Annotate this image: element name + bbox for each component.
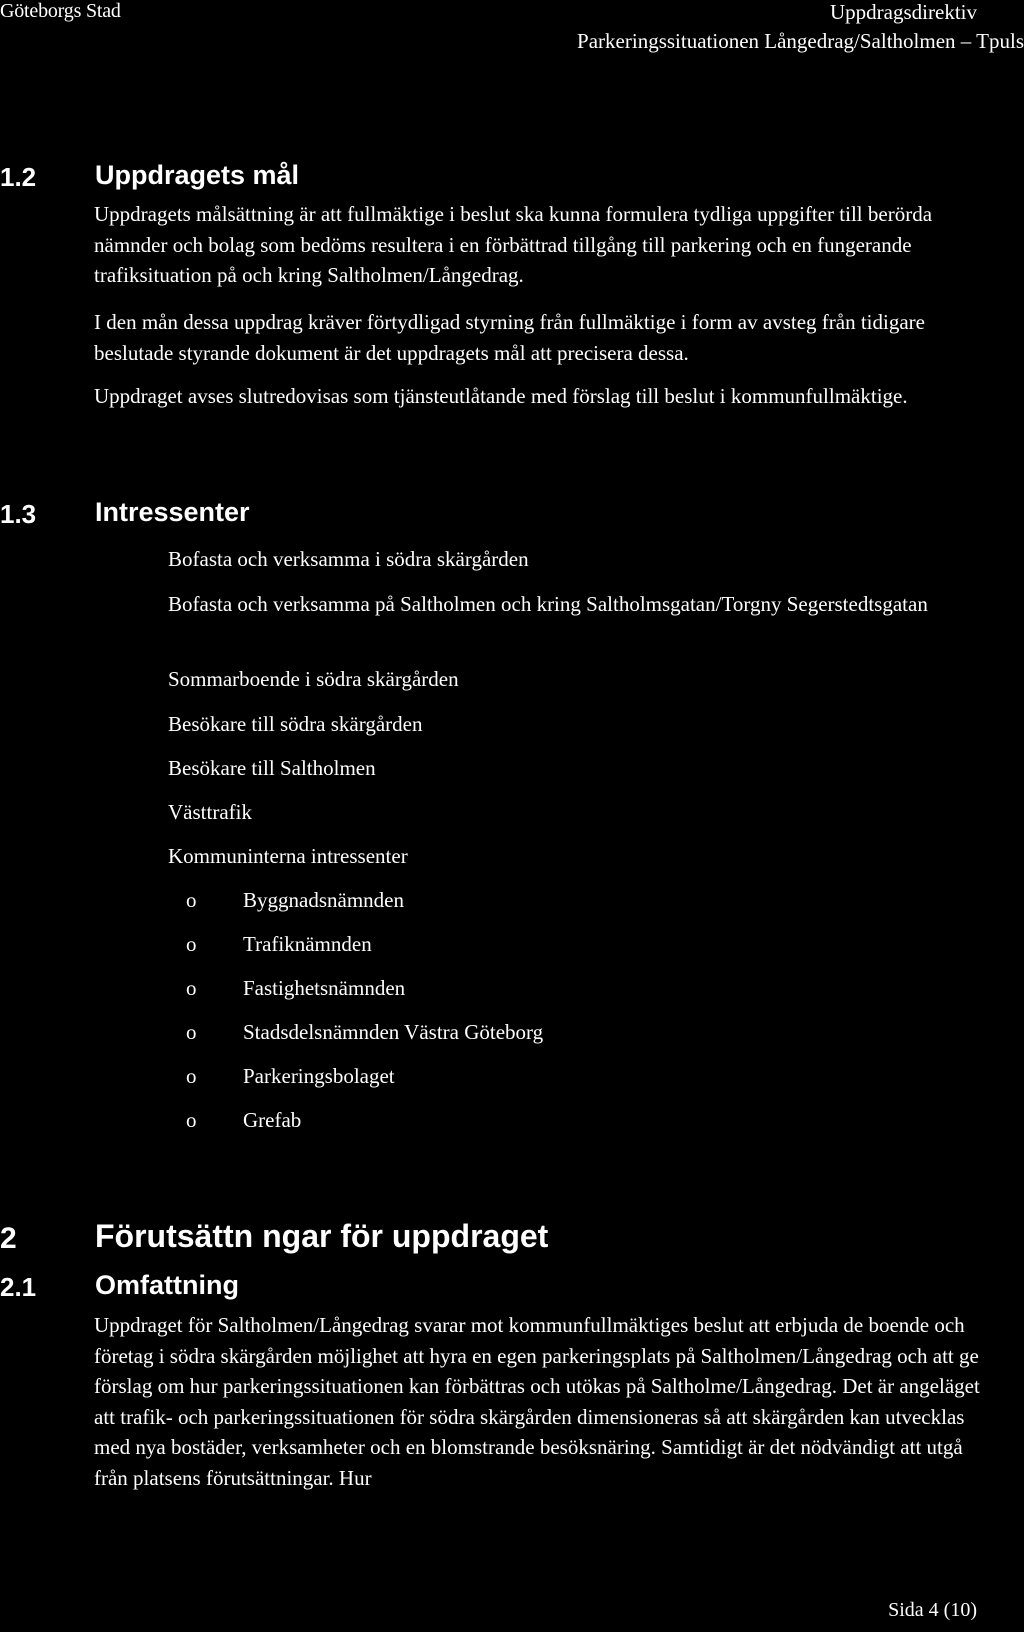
section-2-1-title: Omfattning xyxy=(95,1270,239,1300)
stakeholder-item: Sommarboende i södra skärgården xyxy=(168,667,459,691)
internal-stakeholder-item: o Grefab xyxy=(186,1105,301,1135)
stakeholder-item: Bofasta och verksamma i södra skärgården xyxy=(168,547,529,571)
header-document-title: Parkeringssituationen Långedrag/Saltholmen – Tpuls xyxy=(577,29,1024,53)
stakeholder-item: Bofasta och verksamma på Saltholmen och kring Saltholmsgatan/Torgny Segerstedtsgatan xyxy=(168,592,928,616)
stakeholder-item: Kommuninterna intressenter xyxy=(168,844,408,868)
bullet-icon: o xyxy=(186,976,197,1000)
stakeholder-item: Besökare till Saltholmen xyxy=(168,756,376,780)
section-1-3-title: Intressenter xyxy=(95,497,250,527)
bullet-icon: o xyxy=(186,1108,197,1132)
internal-stakeholder-item: o Byggnadsnämnden xyxy=(186,885,404,915)
section-2-title: Förutsättn ngar för uppdraget xyxy=(95,1218,549,1254)
internal-stakeholder-item: o Fastighetsnämnden xyxy=(186,973,405,1003)
section-1-2-number: 1.2 xyxy=(0,162,37,192)
header-organization: Göteborgs Stad xyxy=(0,0,121,22)
bullet-icon: o xyxy=(186,932,197,956)
stakeholder-item: Besökare till södra skärgården xyxy=(168,712,423,736)
bullet-icon: o xyxy=(186,888,197,912)
bullet-icon: o xyxy=(186,1020,197,1044)
section-2-1-number: 2.1 xyxy=(0,1272,37,1302)
header-document-type: Uppdragsdirektiv xyxy=(830,0,977,24)
page-number: Sida 4 (10) xyxy=(888,1599,977,1621)
bullet-icon: o xyxy=(186,1064,197,1088)
section-1-2-paragraph-1: Uppdragets målsättning är att fullmäktige i beslut ska kunna formulera tydliga uppgifter till berörda nämnder och bolag som bedöms resultera i en förbättrad tillgång till parkering och en fungerande trafiksituation på och kring Saltholmen/Långedrag. xyxy=(94,202,933,287)
internal-stakeholder-item: o Trafiknämnden xyxy=(186,929,372,959)
section-2-number: 2 xyxy=(0,1222,17,1255)
internal-stakeholder-item: o Stadsdelsnämnden Västra Göteborg xyxy=(186,1017,543,1047)
section-1-2-paragraph-3: Uppdraget avses slutredovisas som tjänsteutlåtande med förslag till beslut i kommunfullmäktige. xyxy=(94,384,908,408)
section-1-2-title: Uppdragets mål xyxy=(95,160,300,190)
section-1-2-paragraph-2: I den mån dessa uppdrag kräver förtydligad styrning från fullmäktige i form av avsteg från tidigare beslutade styrande dokument är det uppdragets mål att precisera dessa. xyxy=(94,310,925,365)
section-2-1-paragraph: Uppdraget för Saltholmen/Långedrag svarar mot kommunfullmäktiges beslut att erbjuda de boende och företag i södra skärgården möjlighet att hyra en egen parkeringsplats på Saltholmen/Långedrag och att ge förslag om hur parkeringssituationen kan förbättras och utökas på Saltholme/Långedrag. Det är angeläget att trafik- och parkeringssituationen för södra skärgården dimensioneras så att skärgården kan utvecklas med nya bostäder, verksamheter och en blomstrande besöksnäring. Samtidigt är det nödvändigt att utgå från platsens förutsättningar. Hur xyxy=(94,1313,980,1490)
section-1-3-number: 1.3 xyxy=(0,499,37,529)
internal-stakeholder-item: o Parkeringsbolaget xyxy=(186,1061,395,1091)
stakeholder-item: Västtrafik xyxy=(168,800,252,824)
